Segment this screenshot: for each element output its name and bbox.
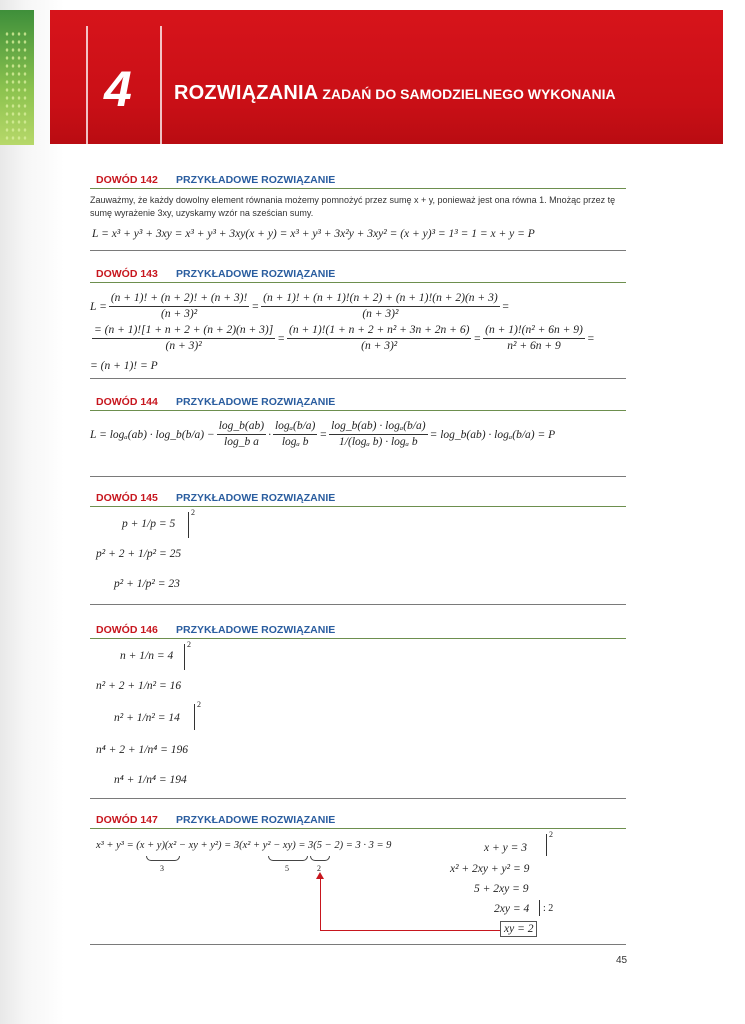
fraction [109, 292, 250, 321]
section-header [90, 812, 626, 828]
fraction [92, 324, 275, 353]
square-marker: 2 [197, 700, 201, 709]
fraction [261, 292, 500, 321]
square-bar [194, 704, 195, 730]
section-rule [90, 798, 626, 799]
fraction-numerator: (n + 1)! + (n + 2)! + (n + 3)! [109, 292, 250, 307]
section-rule [90, 604, 626, 605]
fraction-denominator: (n + 3)² [361, 340, 398, 352]
proof-id: DOWÓD 142 [96, 174, 158, 186]
proof-144 [90, 394, 626, 478]
section-rule [90, 410, 626, 411]
solution-label: PRZYKŁADOWE ROZWIĄZANIE [176, 396, 336, 408]
equation-line [90, 292, 509, 321]
section-rule [90, 506, 626, 507]
equation-line [90, 324, 595, 353]
page-number: 45 [616, 955, 628, 966]
equals-sign: = [251, 300, 260, 313]
divide-marker: : 2 [543, 903, 554, 914]
arrow-line [320, 878, 321, 930]
header-rule [86, 26, 88, 144]
equals-sign: = [586, 332, 595, 345]
fraction-denominator: logₐ b [281, 436, 309, 448]
proof-id: DOWÓD 143 [96, 268, 158, 280]
square-bar [546, 834, 547, 856]
square-marker: 2 [191, 508, 195, 517]
fraction [273, 420, 317, 449]
section-header [90, 394, 626, 410]
section-header [90, 622, 626, 638]
underbrace [310, 856, 330, 861]
fraction-numerator: logₐ(b/a) [273, 420, 317, 435]
section-rule [90, 282, 626, 283]
chapter-number: 4 [104, 61, 132, 117]
chapter-title-main: ROZWIĄZANIA [174, 82, 319, 104]
chapter-title [174, 82, 616, 105]
section-rule [90, 638, 626, 639]
equation-line: p² + 1/p² = 23 [114, 578, 180, 590]
equation-line: x + y = 3 [484, 842, 527, 854]
equation-line: n + 1/n = 4 [120, 650, 174, 662]
chapter-title-sub: ZADAŃ DO SAMODZIELNEGO WYKONANIA [322, 86, 616, 102]
equation-line: x³ + y³ = (x + y)(x² − xy + y²) = 3(x² + y² − xy) = 3(5 − 2) = 3 · 3 = 9 [96, 840, 392, 851]
section-rule [90, 188, 626, 189]
equation-lhs: L = logₐ(ab) · log_b(b/a) − [90, 428, 215, 441]
solution-label: PRZYKŁADOWE ROZWIĄZANIE [176, 268, 336, 280]
multiply-dot: · [268, 428, 271, 441]
equation-line: p + 1/p = 5 [122, 518, 176, 530]
equation-line: 2xy = 4 [494, 903, 530, 915]
equation-line: n⁴ + 2 + 1/n⁴ = 196 [96, 744, 188, 756]
fraction [329, 420, 427, 449]
equation-line: x² + 2xy + y² = 9 [450, 863, 530, 875]
fraction-denominator: 1/(logₐ b) · logₐ b [339, 436, 418, 448]
fraction-denominator: (n + 3)² [165, 340, 202, 352]
proof-text: Zauważmy, że każdy dowolny element równania możemy pomnożyć przez sumę x + y, ponieważ jest ona równa 1. Mnożąc przez tę sumę wyrażenie 3xy, uzyskamy wzór na sześcian sumy. [90, 195, 616, 218]
fraction-numerator: = (n + 1)![1 + n + 2 + (n + 2)(n + 3)] [92, 324, 275, 339]
fraction-numerator: (n + 1)! + (n + 1)!(n + 2) + (n + 1)!(n + 2)(n + 3) [261, 292, 500, 307]
underbrace [146, 856, 180, 861]
solution-label: PRZYKŁADOWE ROZWIĄZANIE [176, 492, 336, 504]
solution-label: PRZYKŁADOWE ROZWIĄZANIE [176, 174, 336, 186]
fraction-denominator: n² + 6n + 9 [507, 340, 561, 352]
equals-sign: = [501, 300, 510, 313]
proof-143 [90, 266, 626, 380]
proof-147 [90, 812, 626, 946]
fraction [287, 324, 471, 353]
equation-lhs: L = [90, 300, 107, 313]
section-header [90, 266, 626, 282]
proof-id: DOWÓD 144 [96, 396, 158, 408]
section-rule [90, 250, 626, 251]
proof-146 [90, 622, 626, 800]
fraction-denominator: log_b a [224, 436, 259, 448]
square-bar [184, 644, 185, 670]
result-box: xy = 2 [500, 921, 537, 937]
proof-145 [90, 490, 626, 606]
section-header [90, 490, 626, 506]
equals-sign: = [473, 332, 482, 345]
equation-rhs: = log_b(ab) · logₐ(b/a) = P [429, 428, 556, 441]
fraction-numerator: (n + 1)!(n² + 6n + 9) [483, 324, 585, 339]
equation-line: n⁴ + 1/n⁴ = 194 [114, 774, 187, 786]
section-header [90, 172, 626, 188]
square-marker: 2 [187, 640, 191, 649]
fraction [483, 324, 585, 353]
equation-line: = (n + 1)! = P [90, 360, 158, 372]
section-rule [90, 476, 626, 477]
equation-line: L = x³ + y³ + 3xy = x³ + y³ + 3xy(x + y) = x³ + y³ + 3x²y + 3xy² = (x + y)³ = 1³ = 1 = x + y = P [92, 228, 535, 240]
solution-label: PRZYKŁADOWE ROZWIĄZANIE [176, 624, 336, 636]
section-rule [90, 378, 626, 379]
proof-id: DOWÓD 146 [96, 624, 158, 636]
equation-line: p² + 2 + 1/p² = 25 [96, 548, 182, 560]
arrow-line [320, 930, 500, 931]
fraction-denominator: (n + 3)² [161, 308, 198, 320]
square-bar [188, 512, 189, 538]
proof-id: DOWÓD 145 [96, 492, 158, 504]
equation-line [90, 420, 555, 449]
fraction-denominator: (n + 3)² [362, 308, 399, 320]
equation-line: n² + 1/n² = 14 [114, 712, 180, 724]
section-rule [90, 828, 626, 829]
chapter-header [50, 10, 723, 144]
header-rule [160, 26, 162, 144]
equals-sign: = [277, 332, 285, 345]
divide-bar [539, 900, 540, 916]
underbrace-label: 2 [317, 864, 321, 873]
solution-label: PRZYKŁADOWE ROZWIĄZANIE [176, 814, 336, 826]
proof-142 [90, 172, 626, 252]
underbrace [268, 856, 308, 861]
equation-line: 5 + 2xy = 9 [474, 883, 529, 895]
page-spine [0, 0, 64, 1024]
spine-dots-pattern [4, 30, 28, 140]
underbrace-label: 5 [285, 864, 289, 873]
section-rule [90, 944, 626, 945]
fraction-numerator: log_b(ab) · logₐ(b/a) [329, 420, 427, 435]
spine-green-strip [0, 10, 34, 145]
fraction [217, 420, 266, 449]
proof-id: DOWÓD 147 [96, 814, 158, 826]
fraction-numerator: log_b(ab) [217, 420, 266, 435]
equals-sign: = [319, 428, 328, 441]
equation-line: n² + 2 + 1/n² = 16 [96, 680, 182, 692]
underbrace-label: 3 [160, 864, 164, 873]
fraction-numerator: (n + 1)!(1 + n + 2 + n² + 3n + 2n + 6) [287, 324, 471, 339]
square-marker: 2 [549, 830, 553, 839]
